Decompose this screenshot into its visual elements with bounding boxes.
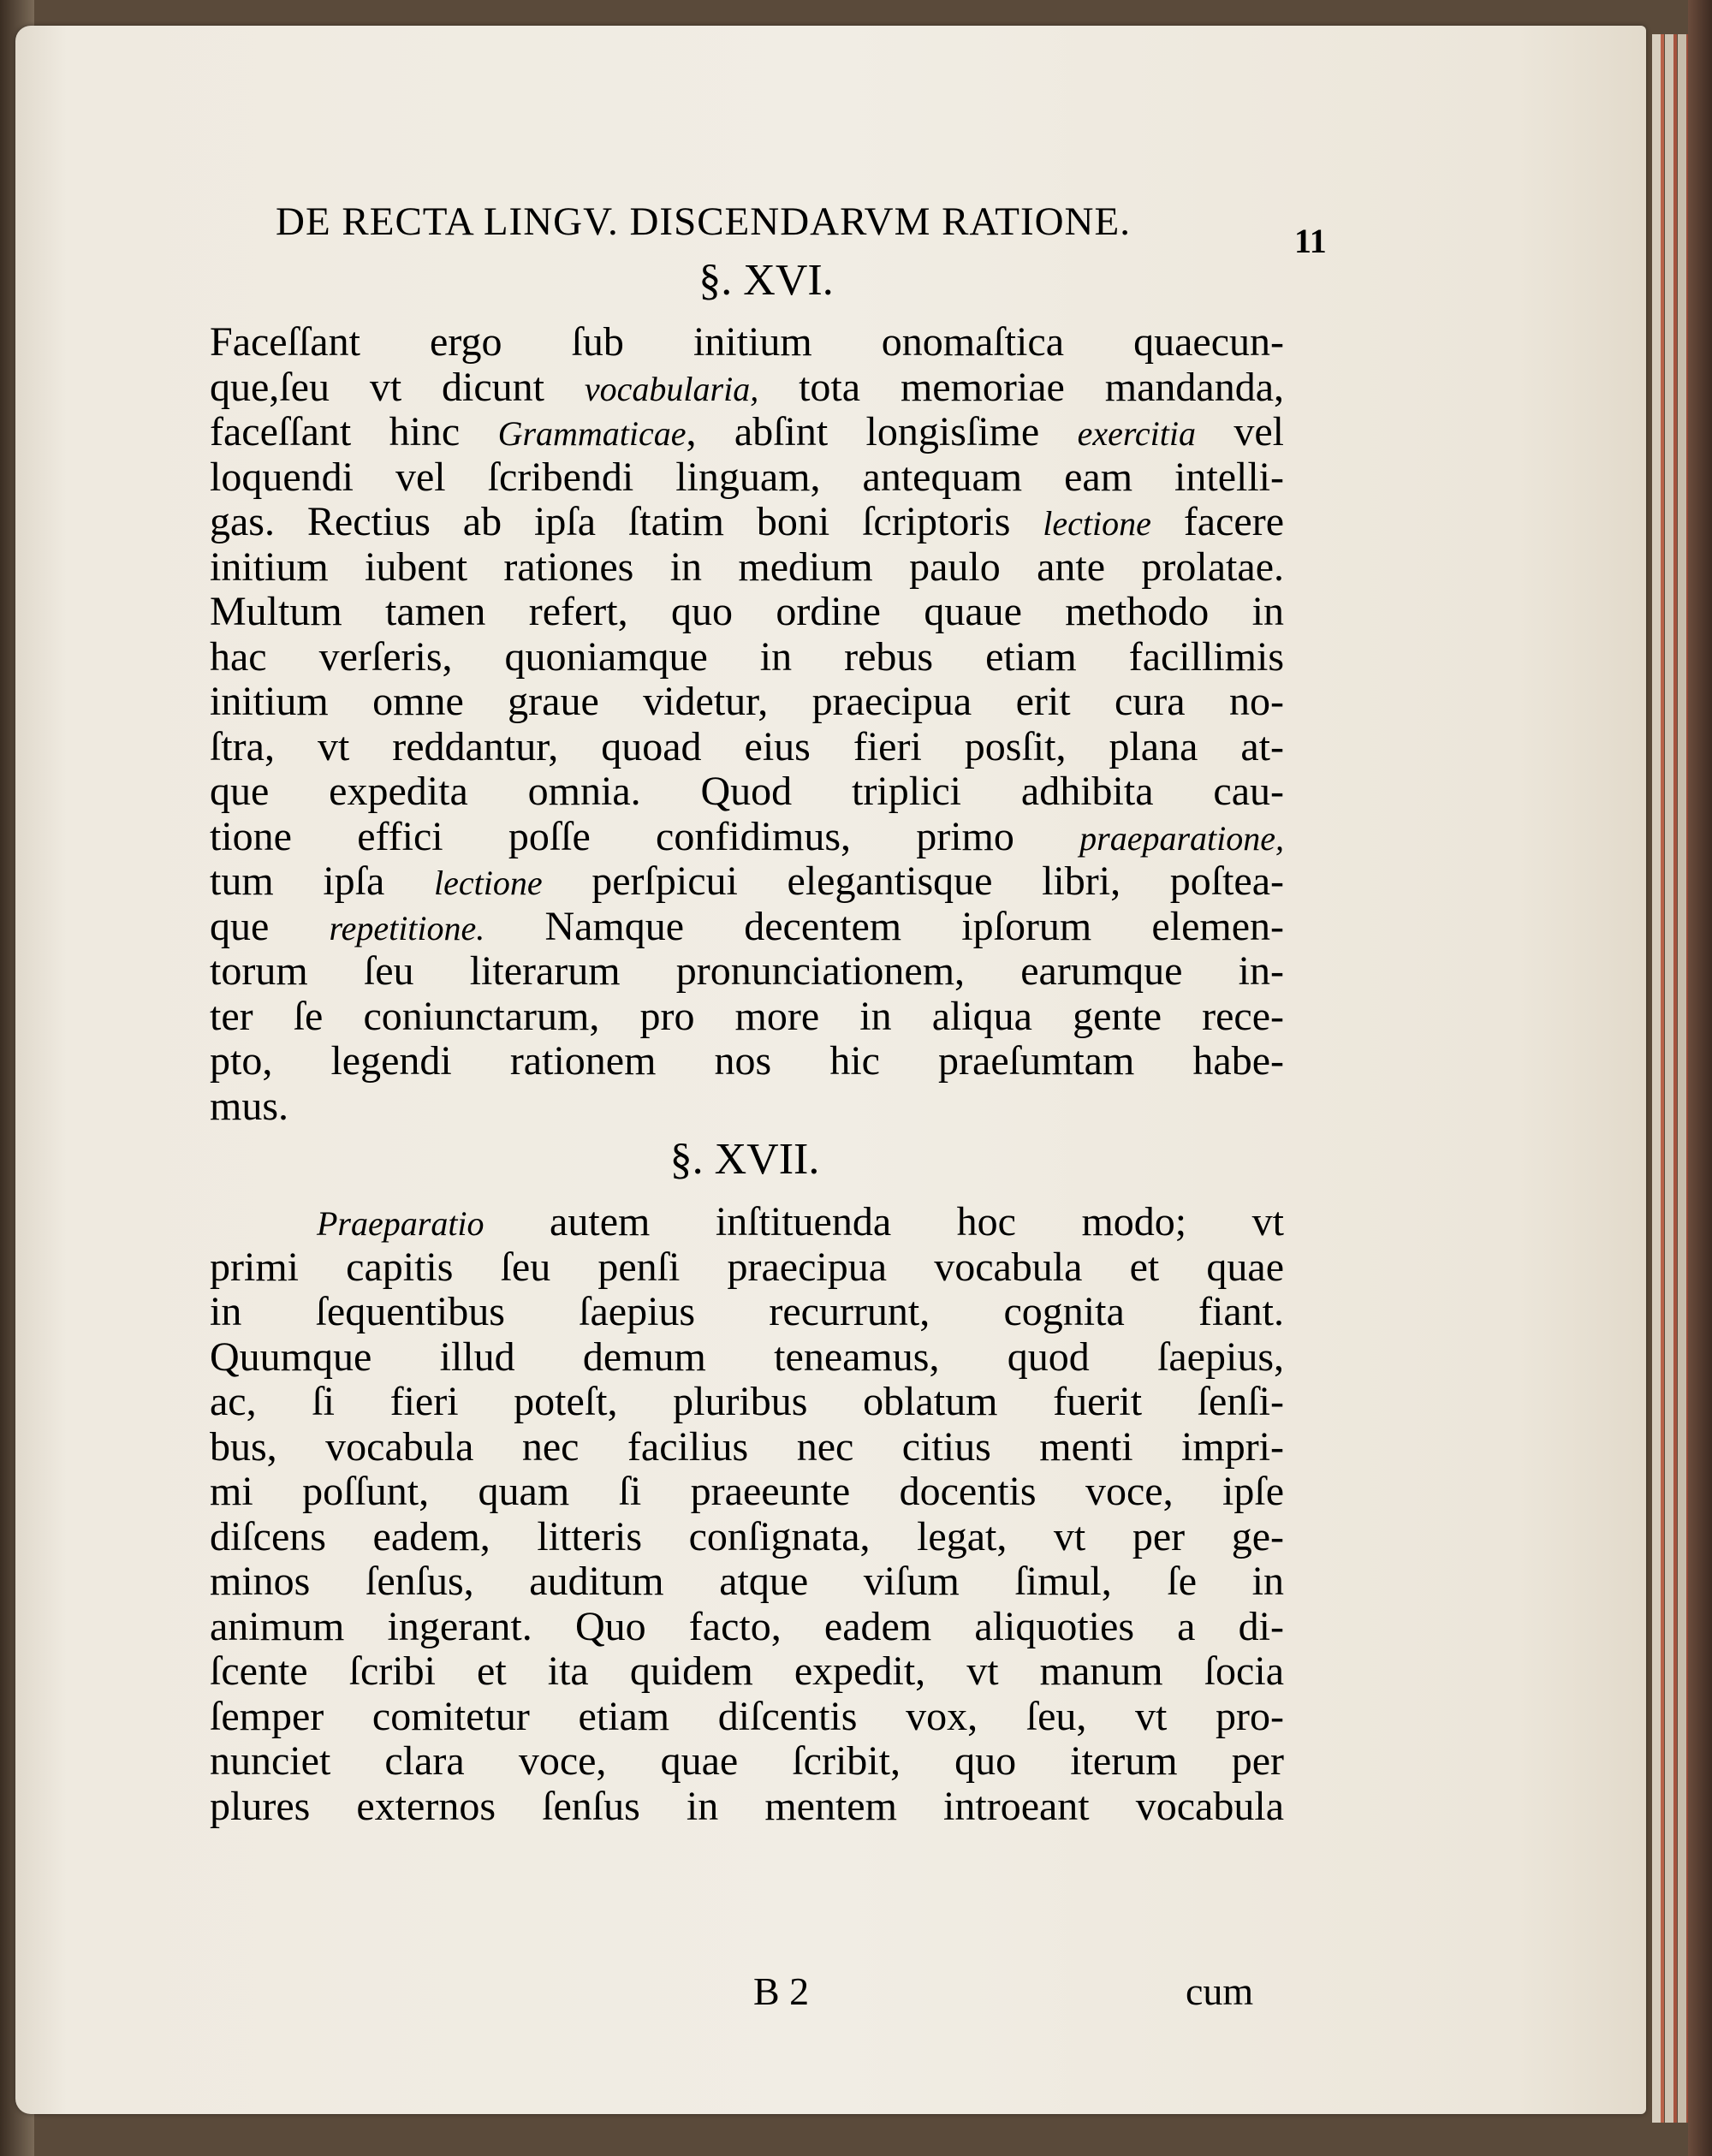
text-line: Praeparatio autem inſtituenda hoc modo; vt <box>317 1199 1284 1244</box>
italic-term: lectione <box>1043 504 1151 543</box>
italic-term: Grammaticae <box>497 414 687 453</box>
section-heading: §. XVI. <box>698 256 834 305</box>
text-line: hac verſeris, quoniamque in rebus etiam facillimis <box>210 633 1284 680</box>
text-line: gas. Rectius ab ipſa ſtatim boni ſcriptoris lectione facere <box>210 499 1285 544</box>
text-line: bus, vocabula nec facilius nec citius menti impri- <box>210 1423 1284 1470</box>
text-line: ter ſe coniunctarum, pro more in aliqua gente rece- <box>210 993 1284 1039</box>
italic-term: Praeparatio <box>317 1204 484 1243</box>
text-line: Multum tamen refert, quo ordine quaue methodo in <box>210 589 1284 634</box>
text-line: que,ſeu vt dicunt vocabularia, tota memoriae mandanda, <box>210 364 1284 410</box>
text-line: ſcente ſcribi et ita quidem expedit, vt manum ſocia <box>210 1648 1284 1694</box>
page-number: 11 <box>1294 222 1327 260</box>
text-line: Faceſſant ergo ſub initium onomaſtica quaecun- <box>210 319 1284 365</box>
italic-term: praeparatione, <box>1079 818 1284 858</box>
text-line: minos ſenſus, auditum atque viſum ſimul, ſe in <box>210 1559 1284 1604</box>
text-line: nunciet clara voce, quae ſcribit, quo iterum per <box>210 1738 1284 1784</box>
text-line: mi poſſunt, quam ſi praeeunte docentis voce, ipſe <box>210 1469 1284 1514</box>
text-line: Quumque illud demum teneamus, quod ſaepius, <box>210 1333 1284 1380</box>
catchword: cum <box>1186 1969 1254 2013</box>
text-line: in ſequentibus ſaepius recurrunt, cognita fiant. <box>210 1289 1284 1334</box>
italic-term: vocabularia, <box>584 369 759 408</box>
text-line: initium iubent rationes in medium paulo ante prolatae. <box>210 543 1284 590</box>
text-line: mus. <box>210 1083 289 1129</box>
text-line: tione effici poſſe confidimus, primo praeparatione, <box>210 813 1284 859</box>
text-line: ſemper comitetur etiam diſcentis vox, ſeu, vt pro- <box>210 1693 1284 1739</box>
italic-term: lectione <box>433 864 543 902</box>
text-line: animum ingerant. Quo facto, eadem aliquoties a di- <box>210 1603 1284 1649</box>
italic-term: exercitia <box>1077 414 1196 453</box>
text-line: initium omne graue videtur, praecipua erit cura no- <box>210 679 1284 724</box>
signature-mark: B 2 <box>753 1969 810 2013</box>
text-line: ſtra, vt reddantur, quoad eius fieri posſit, plana at- <box>210 723 1284 769</box>
text-line: plures externos ſenſus in mentem introeant vocabula <box>210 1783 1284 1829</box>
text-line: torum ſeu literarum pronunciationem, earumque in- <box>210 948 1284 994</box>
text-line: faceſſant hinc Grammaticae, abſint longisſime exercitia vel <box>210 409 1284 454</box>
page-edge <box>1652 34 1664 2123</box>
running-head: DE RECTA LINGV. DISCENDARVM RATIONE. <box>276 199 1131 244</box>
text-line: primi capitis ſeu penſi praecipua vocabula et quae <box>210 1244 1284 1290</box>
text-line: loquendi vel ſcribendi linguam, antequam eam intelli- <box>210 454 1284 500</box>
text-line: que expedita omnia. Quod triplici adhibita cau- <box>210 769 1284 814</box>
section-heading: §. XVII. <box>669 1135 820 1184</box>
text-line: tum ipſa lectione perſpicui elegantisque libri, poſtea- <box>210 858 1285 904</box>
text-line: ac, ſi fieri poteſt, pluribus oblatum fuerit ſenſi- <box>210 1379 1284 1424</box>
book-cover-edge <box>1688 0 1712 2156</box>
text-line: diſcens eadem, litteris conſignata, legat, vt per ge- <box>210 1513 1284 1559</box>
text-line: que repetitione. Namque decentem ipſorum elemen- <box>210 903 1285 949</box>
page-edge <box>1665 34 1677 2123</box>
text-line: pto, legendi rationem nos hic praeſumtam habe- <box>210 1038 1284 1084</box>
italic-term: repetitione. <box>329 908 485 947</box>
